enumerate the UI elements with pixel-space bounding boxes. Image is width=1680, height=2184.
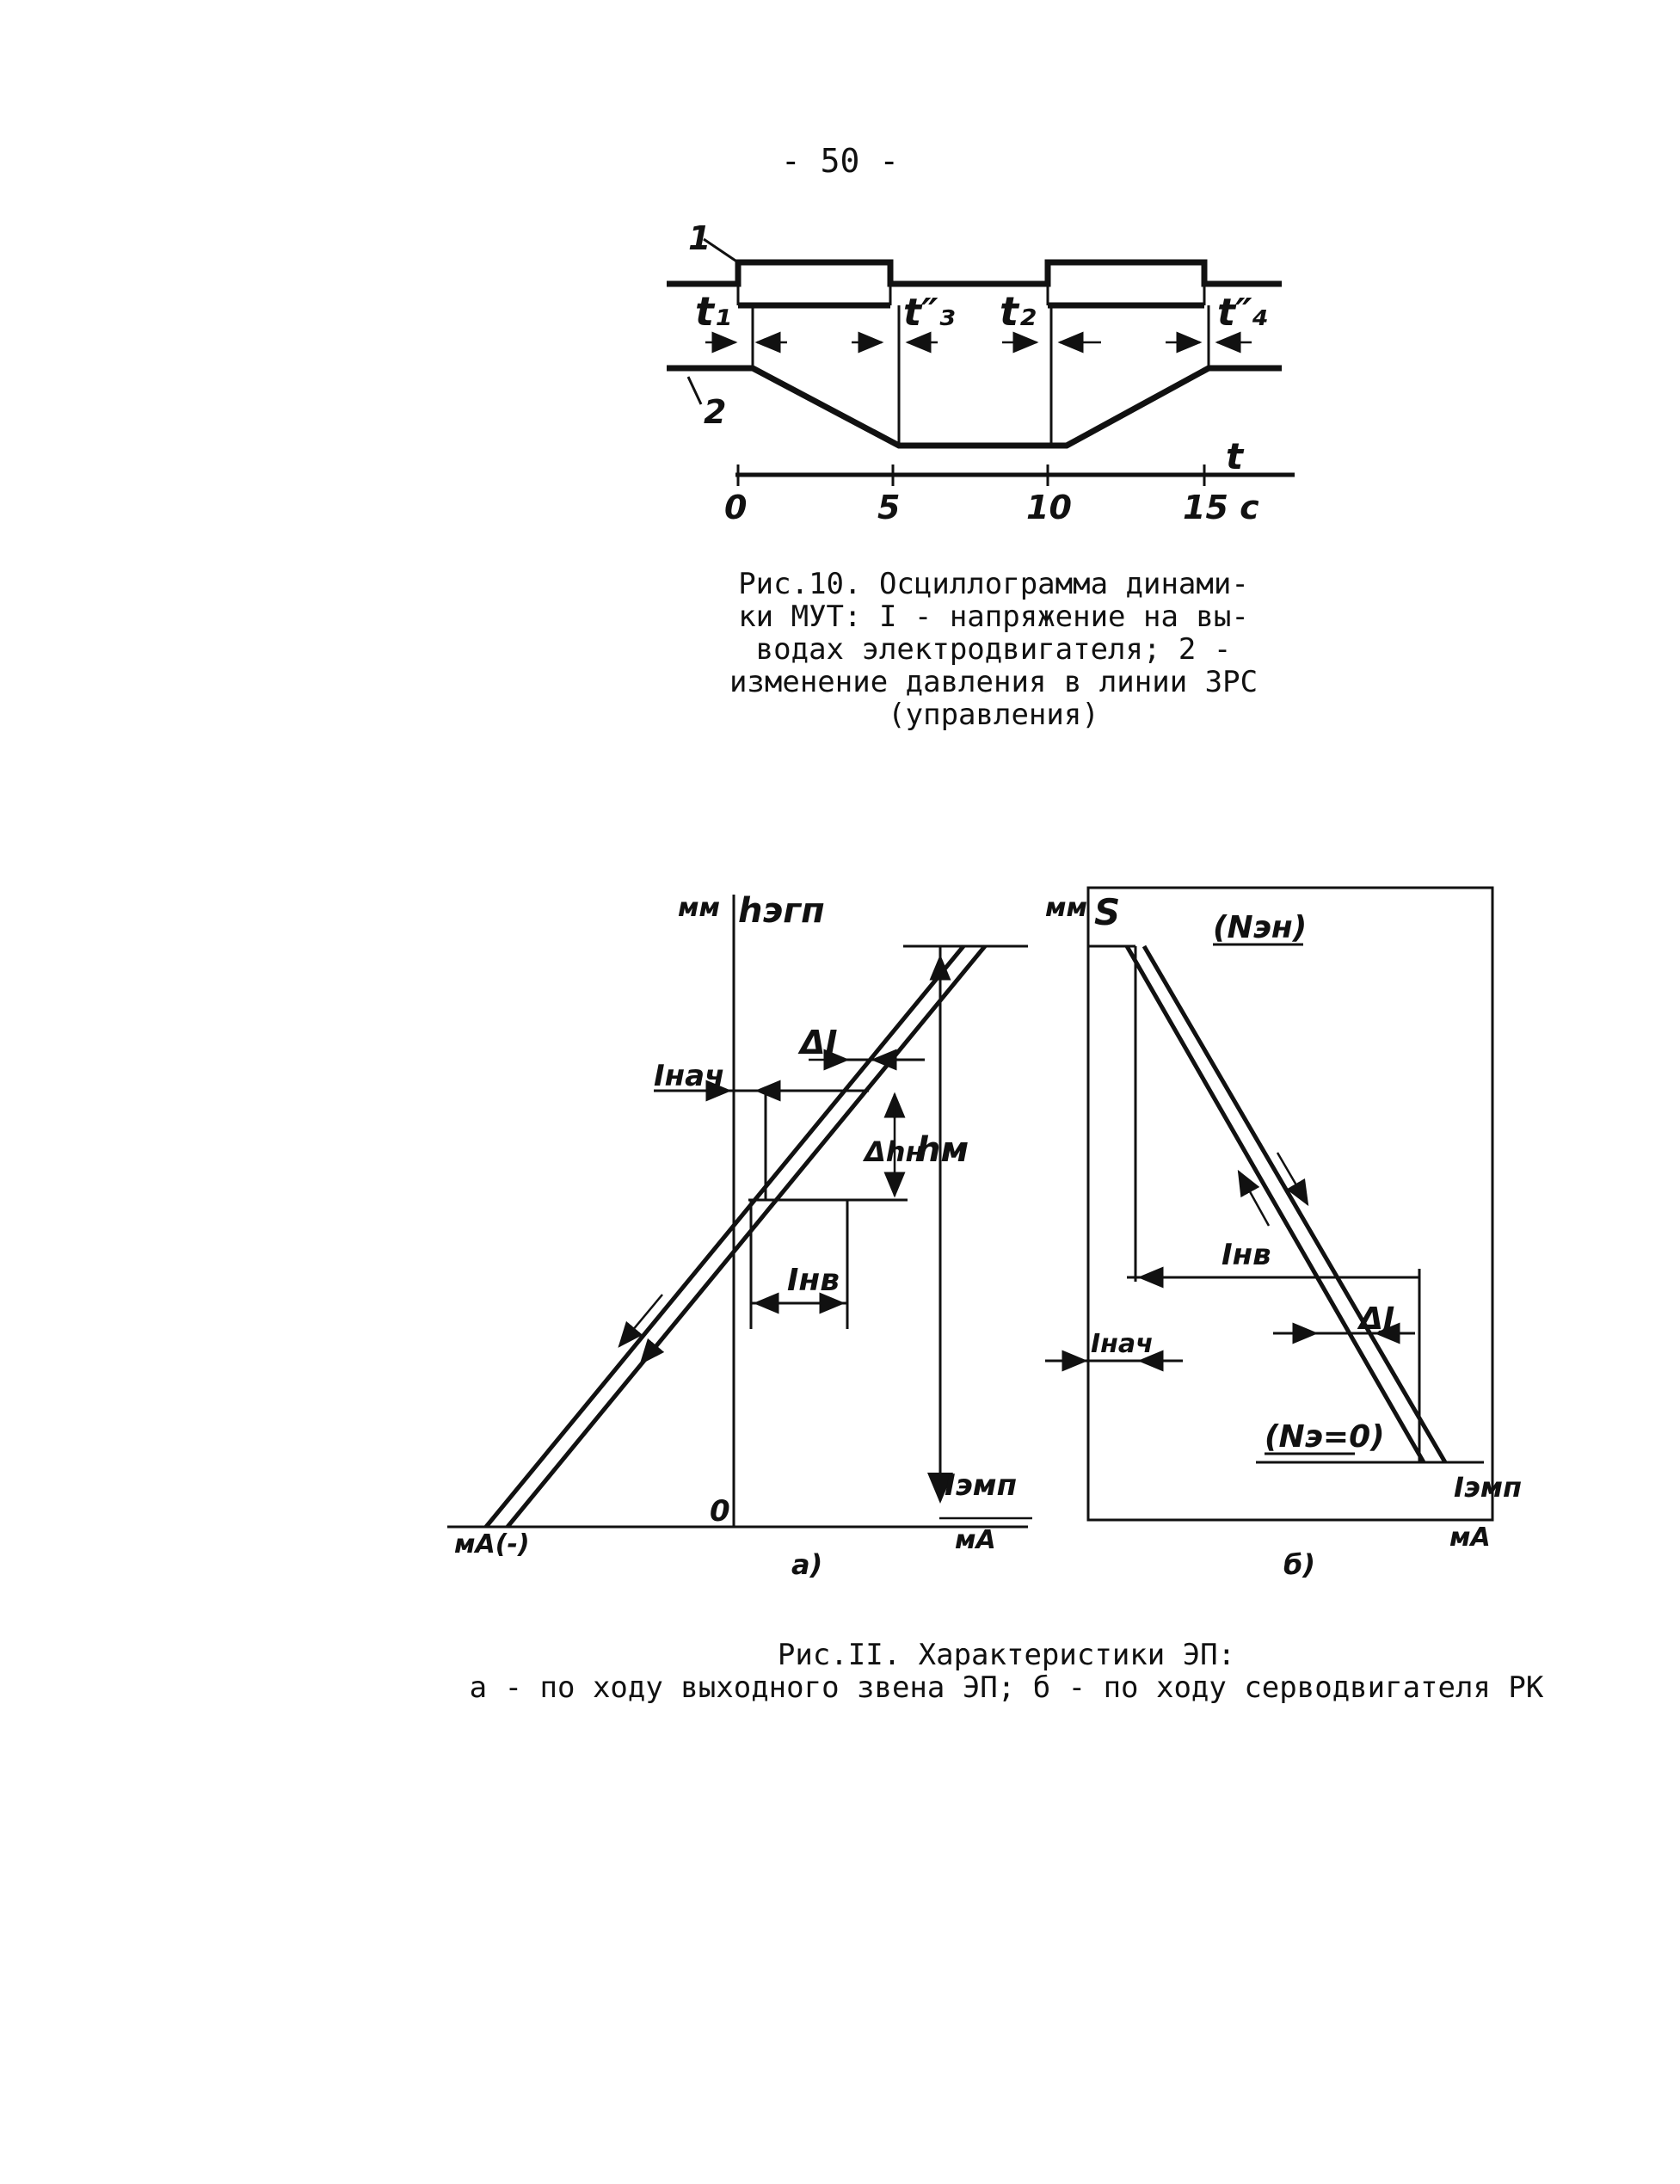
t3-label: t″₃ (903, 291, 955, 335)
delta-j-label: ΔJ (1359, 1301, 1395, 1337)
time-axis-label: t (1226, 435, 1244, 477)
n-bottom-label: (Nэ=0) (1265, 1419, 1385, 1455)
fig10-oscillogram (667, 219, 1295, 526)
t2-label: t₂ (1000, 288, 1037, 335)
tick-5: 5 (877, 489, 901, 526)
fig10-caption-line: ки МУТ: I - напряжение на вы- (738, 600, 1249, 634)
fig11a-characteristic (447, 891, 1032, 1581)
fig10-caption-line: изменение давления в линии ЗРС (729, 665, 1258, 699)
fig11-caption-line: а - по ходу выходного звена ЭП; б - по ходу серводвигателя РК (469, 1670, 1544, 1705)
fig11-caption (447, 1639, 1566, 1704)
curve-2-pressure (667, 368, 1282, 446)
tick-0: 0 (724, 489, 748, 526)
origin-label: 0 (710, 1494, 730, 1529)
panel-b-label: б) (1283, 1548, 1315, 1581)
curve-1-label: 1 (688, 219, 711, 257)
x-unit-label: мА (955, 1525, 996, 1555)
tick-15: 15 с (1183, 489, 1259, 526)
i-nv-label: Iнв (787, 1263, 840, 1298)
y-unit-label: мм (678, 893, 721, 923)
t4-label: t″₄ (1217, 291, 1269, 335)
x-axis-label: Iэмп (945, 1468, 1018, 1503)
fig10-caption-line: водах электродвигателя; 2 - (755, 632, 1232, 667)
x-unit-label: мА (1449, 1523, 1491, 1553)
fig11b-characteristic (1045, 888, 1522, 1581)
y-axis-label: hэгп (738, 891, 825, 931)
x-axis-label: Iэмп (1454, 1471, 1523, 1504)
panel-a-label: а) (791, 1548, 823, 1581)
x-neg-label: мА(-) (454, 1529, 530, 1560)
n-top-label: (Nэн) (1213, 910, 1308, 945)
i-nach-label: Iнач (654, 1059, 725, 1093)
fig10-caption-line: (управления) (888, 698, 1099, 732)
h-label: hм (916, 1130, 969, 1170)
t1-label: t₁ (695, 288, 732, 335)
y-unit-label: мм (1045, 893, 1088, 923)
fig10-caption (727, 568, 1260, 731)
page-number: - 50 - (780, 142, 900, 180)
tick-10: 10 (1026, 489, 1072, 526)
y-axis-label: S (1094, 891, 1121, 933)
fig11-caption-line: Рис.II. Характеристики ЭП: (777, 1638, 1236, 1672)
fig10-caption-line: Рис.10. Осциллограмма динами- (738, 567, 1249, 601)
delta-i-label: ΔI (800, 1024, 838, 1061)
i-nv-label: Iнв (1222, 1238, 1271, 1272)
curve-1-voltage (667, 262, 1282, 284)
delta-h-label: Δhн (865, 1135, 925, 1168)
i-nach-label: Iнач (1091, 1329, 1154, 1359)
curve-2-label: 2 (704, 393, 727, 431)
